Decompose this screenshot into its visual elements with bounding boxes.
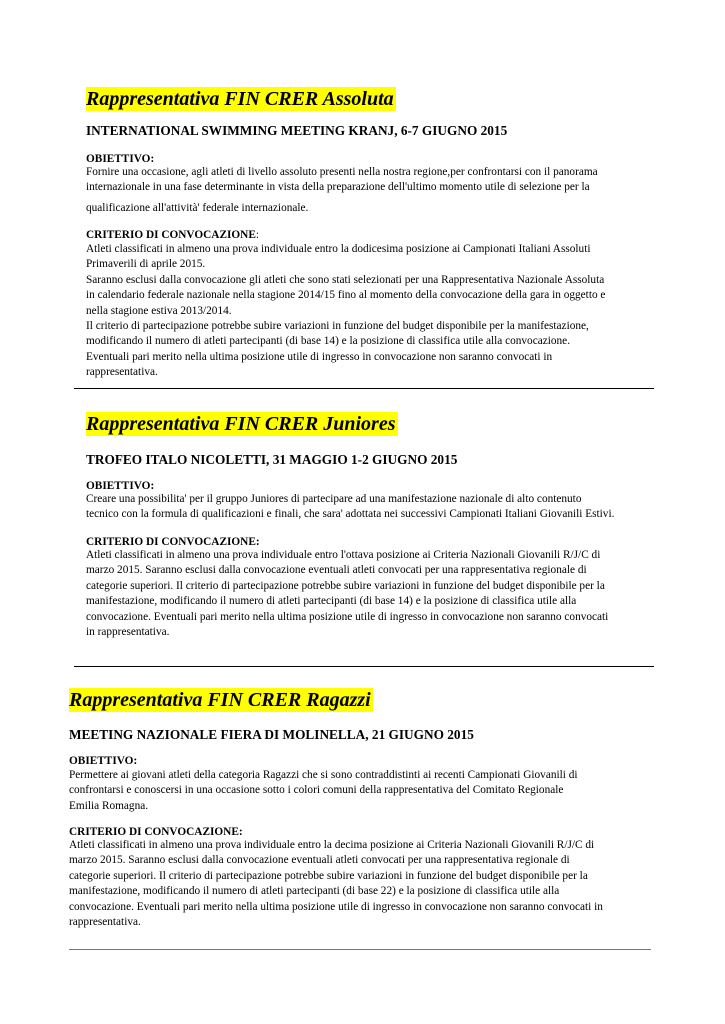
- text-line: Atleti classificati in almeno una prova individuale entro l'ottava posizione ai Criteria Nazionali Giovanili R/J/C di: [86, 549, 601, 561]
- criteria-text: [69, 838, 603, 930]
- section-title: Rappresentativa FIN CRER Ragazzi: [69, 689, 371, 711]
- objective-text: [86, 165, 598, 216]
- criteria-text: [86, 548, 608, 640]
- criteria-label-text: CRITERIO DI CONVOCAZIONE: [86, 229, 256, 241]
- text-line: Creare una possibilita' per il gruppo Juniores di partecipare ad una manifestazione nazionale di alto contenuto: [86, 493, 582, 505]
- criteria-label: CRITERIO DI CONVOCAZIONE:: [69, 826, 243, 838]
- text-line: Saranno esclusi dalla convocazione gli atleti che sono stati selezionati per una Rappresentativa Nazionale Assoluta: [86, 273, 605, 286]
- text-line: in calendario federale nazionale nella stagione 2014/15 fino al momento della convocazione della gara in oggetto e: [86, 289, 606, 302]
- criteria-colon: :: [255, 229, 260, 241]
- text-line: in rappresentativa.: [86, 626, 170, 639]
- text-line: Il criterio di partecipazione potrebbe subire variazioni in funzione del budget disponibile per la manifestazione,: [86, 320, 589, 333]
- text-line: Primaverili di aprile 2015.: [86, 258, 206, 271]
- text-line: manifestazione, modificando il numero di atleti partecipanti (di base 14) e la posizione di classifica utile alla: [86, 595, 577, 608]
- text-line: Permettere ai giovani atleti della categoria Ragazzi che si sono contraddistinti ai recenti Campionati Giovanili di: [69, 769, 578, 781]
- objective-label: OBIETTIVO:: [86, 153, 155, 165]
- text-line: qualificazione all'attività' federale internazionale.: [86, 201, 309, 214]
- text-line: rappresentativa.: [69, 916, 141, 929]
- section-title: Rappresentativa FIN CRER Juniores: [86, 413, 396, 435]
- footer-divider: [69, 949, 651, 950]
- text-line: Emilia Romagna.: [69, 799, 149, 812]
- criteria-label: [86, 229, 259, 241]
- text-line: confrontarsi e conoscersi in una occasione sotto i colori comuni della rappresentativa del Comitato Regionale: [69, 784, 564, 797]
- text-line: manifestazione, modificando il numero di atleti partecipanti (di base 22) e la posizione di classifica utile alla: [69, 885, 560, 898]
- event-name: INTERNATIONAL SWIMMING MEETING KRANJ, 6-7 GIUGNO 2015: [86, 123, 508, 138]
- text-line: modificando il numero di atleti partecipanti (di base 14) e la posizione di classifica utile alla convocazione.: [86, 335, 571, 348]
- text-line: Atleti classificati in almeno una prova individuale entro la dodicesima posizione ai Campionati Italiani Assoluti: [86, 243, 591, 255]
- text-line: tecnico con la formula di qualificazioni e finali, che sara' adottata nei successivi Campionati Italiani Giovanili Estivi.: [86, 508, 615, 521]
- text-line: marzo 2015. Saranno esclusi dalla convocazione eventuali atleti convocati per una rappresentativa regionale di: [69, 854, 570, 867]
- event-name: MEETING NAZIONALE FIERA DI MOLINELLA, 21 GIUGNO 2015: [69, 727, 474, 742]
- section-title: Rappresentativa FIN CRER Assoluta: [86, 88, 394, 110]
- section-divider: [74, 666, 654, 667]
- text-line: Eventuali pari merito nella ultima posizione utile di ingresso in convocazione non saranno convocati in: [86, 350, 553, 363]
- text-line: marzo 2015. Saranno esclusi dalla convocazione eventuali atleti convocati per una rappresentativa regionale di: [86, 564, 587, 577]
- text-line: rappresentativa.: [86, 366, 158, 379]
- section-divider: [74, 388, 654, 389]
- objective-text: [69, 768, 578, 814]
- text-line: internazionale in una fase determinante in vista della preparazione dell'ultimo momento utile di selezione per la: [86, 181, 590, 194]
- text-line: Fornire una occasione, agli atleti di livello assoluto presenti nella nostra regione,per confrontarsi con il panorama: [86, 166, 598, 178]
- criteria-label: CRITERIO DI CONVOCAZIONE:: [86, 536, 260, 548]
- objective-text: [86, 492, 614, 523]
- text-line: convocazione. Eventuali pari merito nella ultima posizione utile di ingresso in convocazione non saranno convocati: [86, 610, 609, 623]
- objective-label: OBIETTIVO:: [69, 755, 138, 767]
- text-line: convocazione. Eventuali pari merito nella ultima posizione utile di ingresso in convocazione non saranno convocati in: [69, 900, 603, 913]
- objective-label: OBIETTIVO:: [86, 480, 155, 492]
- criteria-text: [86, 242, 605, 381]
- event-name: TROFEO ITALO NICOLETTI, 31 MAGGIO 1-2 GIUGNO 2015: [86, 452, 458, 467]
- text-line: categorie superiori. Il criterio di partecipazione potrebbe subire variazioni in funzione del budget disponibile per la: [69, 869, 588, 882]
- text-line: categorie superiori. Il criterio di partecipazione potrebbe subire variazioni in funzione del budget disponibile per la: [86, 579, 605, 592]
- text-line: Atleti classificati in almeno una prova individuale entro la decima posizione ai Criteria Nazionali Giovanili R/J/C di: [69, 839, 595, 851]
- text-line: nella stagione estiva 2013/2014.: [86, 304, 232, 317]
